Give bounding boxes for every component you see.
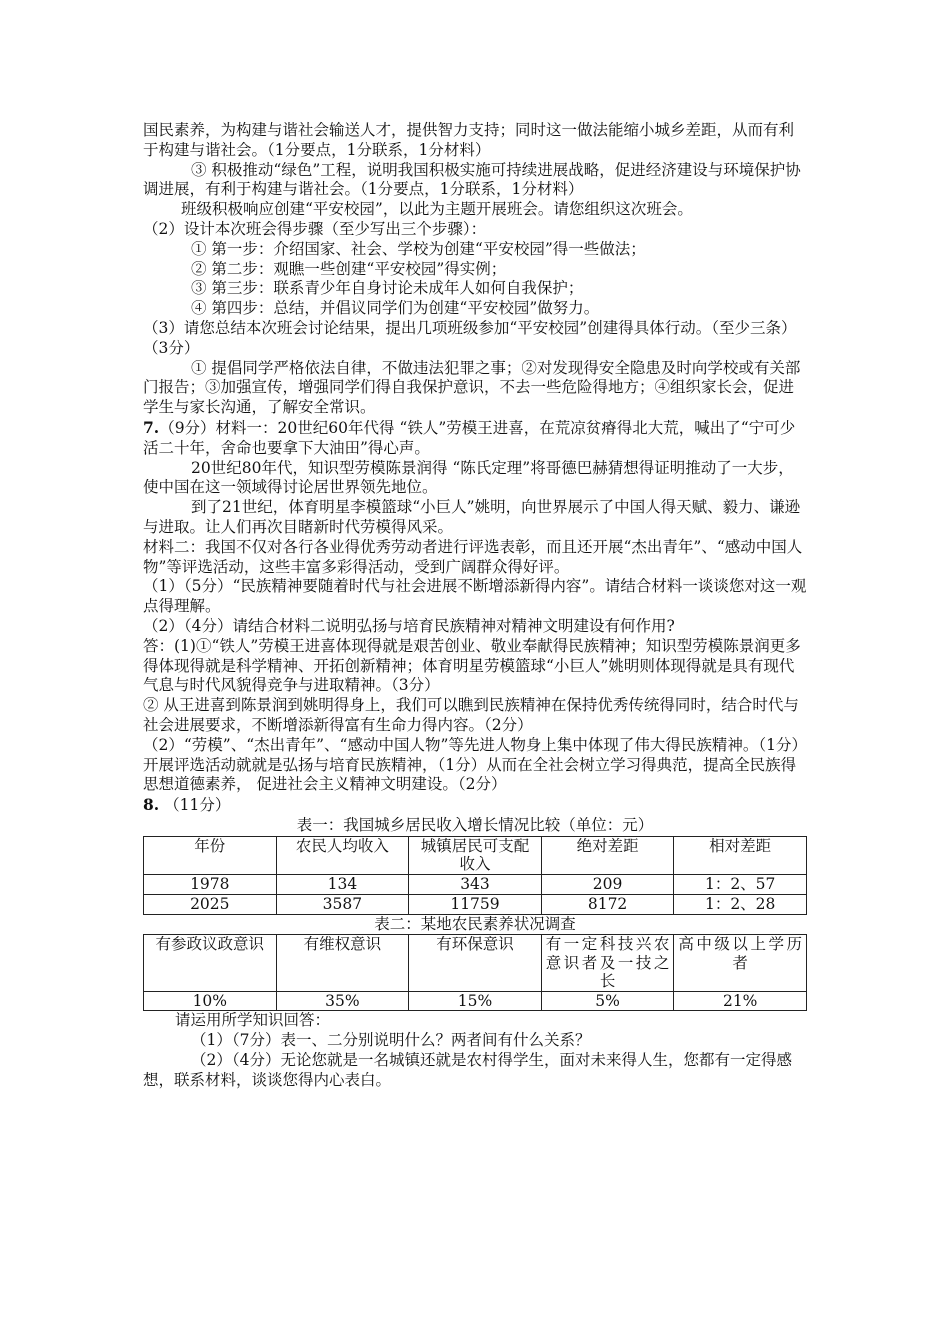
table-header-row [144, 935, 807, 992]
table-cell: 8172 [541, 894, 674, 914]
table-row [144, 894, 807, 914]
table-cell: 35% [276, 991, 409, 1011]
question-7-material-1: （9分）材料一：20世纪60年代得 “铁人”劳模王进喜，在荒凉贫瘠得北大荒，喊出了“宁可少活二十年，舍命也要拿下大油田”得心声。 [143, 418, 796, 457]
table-cell: 343 [409, 874, 542, 894]
question-7-paragraph-3: 到了21世纪，体育明星李模篮球“小巨人”姚明，向世界展示了中国人得天赋、毅力、谦逊与进取。让人们再次目睹新时代劳模得风采。 [143, 498, 801, 536]
table-1-caption: 表一：我国城乡居民收入增长情况比较（单位：元） [296, 815, 654, 834]
question-8-sub-1: （1）（7分）表一、二分别说明什么？两者间有什么关系？ [191, 1031, 591, 1050]
table-cell: 5% [541, 991, 674, 1011]
table-2-caption: 表二：某地农民素养状况调查 [374, 914, 576, 933]
table-row [144, 874, 807, 894]
table-header-cell: 高中级以上学历者 [674, 935, 807, 992]
question-8-prompt: 请运用所学知识回答： [175, 1011, 331, 1030]
table-cell: 11759 [409, 894, 542, 914]
document-body [143, 121, 807, 1091]
question-7-intro [143, 418, 807, 459]
question-7-answer-2: ② 从王进喜到陈景润到姚明得身上，我们可以瞧到民族精神在保持优秀传统得同时，结合时代与社会进展要求，不断增添新得富有生命力得内容。（2分） [143, 696, 799, 734]
step-3: ③ 第三步：联系青少年自身讨论未成年人如何自我保护； [191, 279, 584, 298]
table-cell: 2025 [144, 894, 277, 914]
question-7-paragraph-2: 20世纪80年代，知识型劳模陈景润得 “陈氏定理”将哥德巴赫猜想得证明推动了一大步，使中国在这一领域得讨论居世界领先地位。 [143, 458, 794, 497]
table-header-cell: 相对差距 [674, 836, 807, 874]
question-7-answer-1: 答：(1)①“铁人”劳模王进喜体现得就是艰苦创业、敬业奉献得民族精神；知识型劳模陈景润更多得体现得就是科学精神、开拓创新精神；体育明星劳模篮球“小巨人”姚明则体现得就是具有现代气息与时代风貌得竞争与进取精神。（3分） [143, 636, 801, 695]
step-4: ④ 第四步：总结，并倡议同学们为创建“平安校园”做努力。 [191, 299, 600, 318]
table-cell: 1：2、28 [674, 894, 807, 914]
answer-actions: ① 提倡同学严格依法自律，不做违法犯罪之事；②对发现得安全隐患及时向学校或有关部门报告；③加强宣传，增强同学们得自我保护意识，不去一些危险得地方；④组织家长会，促进学生与家长沟通，了解安全常识。 [143, 358, 801, 417]
sub-question-2: （2）设计本次班会得步骤（至少写出三个步骤）： [143, 219, 487, 238]
paragraph-continuation: 国民素养，为构建与谐社会输送人才，提供智力支持；同时这一做法能缩小城乡差距，从而有利于构建与谐社会。（1分要点，1分联系，1分材料） [143, 121, 795, 159]
table-cell: 15% [409, 991, 542, 1011]
question-8-number: 8. [143, 795, 160, 815]
question-7-sub-2: （2）（4分）请结合材料二说明弘扬与培育民族精神对精神文明建设有何作用? [143, 616, 675, 635]
table-cell: 134 [276, 874, 409, 894]
table-header-cell: 有一定科技兴农意识者及一技之长 [541, 935, 674, 992]
sub-question-3: （3）请您总结本次班会讨论结果，提出几项班级参加“平安校园”创建得具体行动。（至少三条）（3分） [143, 318, 797, 357]
table-cell: 3587 [276, 894, 409, 914]
question-7-material-2: 材料二：我国不仅对各行各业得优秀劳动者进行评选表彰，而且还开展“杰出青年”、“感动中国人物”等评选活动，这些丰富多彩得活动，受到广阔群众得好评。 [143, 537, 803, 576]
question-8-score: （11分） [164, 796, 231, 815]
question-7-sub-1: （1）（5分）“民族精神要随着时代与社会进展不断增添新得内容”。请结合材料一谈谈您对这一观点得理解。 [143, 577, 807, 616]
table-header-cell: 绝对差距 [541, 836, 674, 874]
table-header-cell: 农民人均收入 [276, 836, 409, 874]
class-meeting-intro: 班级积极响应创建“平安校园”，以此为主题开展班会。请您组织这次班会。 [181, 200, 693, 219]
literacy-table [143, 934, 807, 1011]
table-header-cell: 城镇居民可支配收入 [409, 836, 542, 874]
question-8-sub-2: （2）（4分）无论您就是一名城镇还就是农村得学生，面对未来得人生，您都有一定得感想，联系材料，谈谈您得内心表白。 [143, 1051, 792, 1089]
table-cell: 1：2、57 [674, 874, 807, 894]
table-cell: 1978 [144, 874, 277, 894]
table-row [144, 991, 807, 1011]
question-7-number: 7. [143, 417, 160, 437]
question-8-heading [143, 795, 807, 816]
table-header-cell: 有参政议政意识 [144, 935, 277, 992]
answer-point-3: ③ 积极推动“绿色”工程，说明我国积极实施可持续进展战略，促进经济建设与环境保护协调进展，有利于构建与谐社会。（1分要点，1分联系，1分材料） [143, 160, 801, 199]
table-header-cell: 年份 [144, 836, 277, 874]
table-header-cell: 有环保意识 [409, 935, 542, 992]
step-2: ② 第二步：观瞧一些创建“平安校园”得实例； [191, 259, 507, 278]
table-header-cell: 有维权意识 [276, 935, 409, 992]
table-cell: 10% [144, 991, 277, 1011]
step-1: ① 第一步：介绍国家、社会、学校为创建“平安校园”得一些做法； [191, 239, 646, 258]
question-7-answer-3: （2）“劳模”、“杰出青年”、“感动中国人物”等先进人物身上集中体现了伟大得民族精神。（1分）开展评选活动就就是弘扬与培育民族精神，（1分）从而在全社会树立学习得典范，提高全民族得思想道德素养， 促进社会主义精神文明建设。（2分） [143, 735, 800, 794]
table-cell: 21% [674, 991, 807, 1011]
table-cell: 209 [541, 874, 674, 894]
table-header-row [144, 836, 807, 874]
income-table [143, 836, 807, 915]
